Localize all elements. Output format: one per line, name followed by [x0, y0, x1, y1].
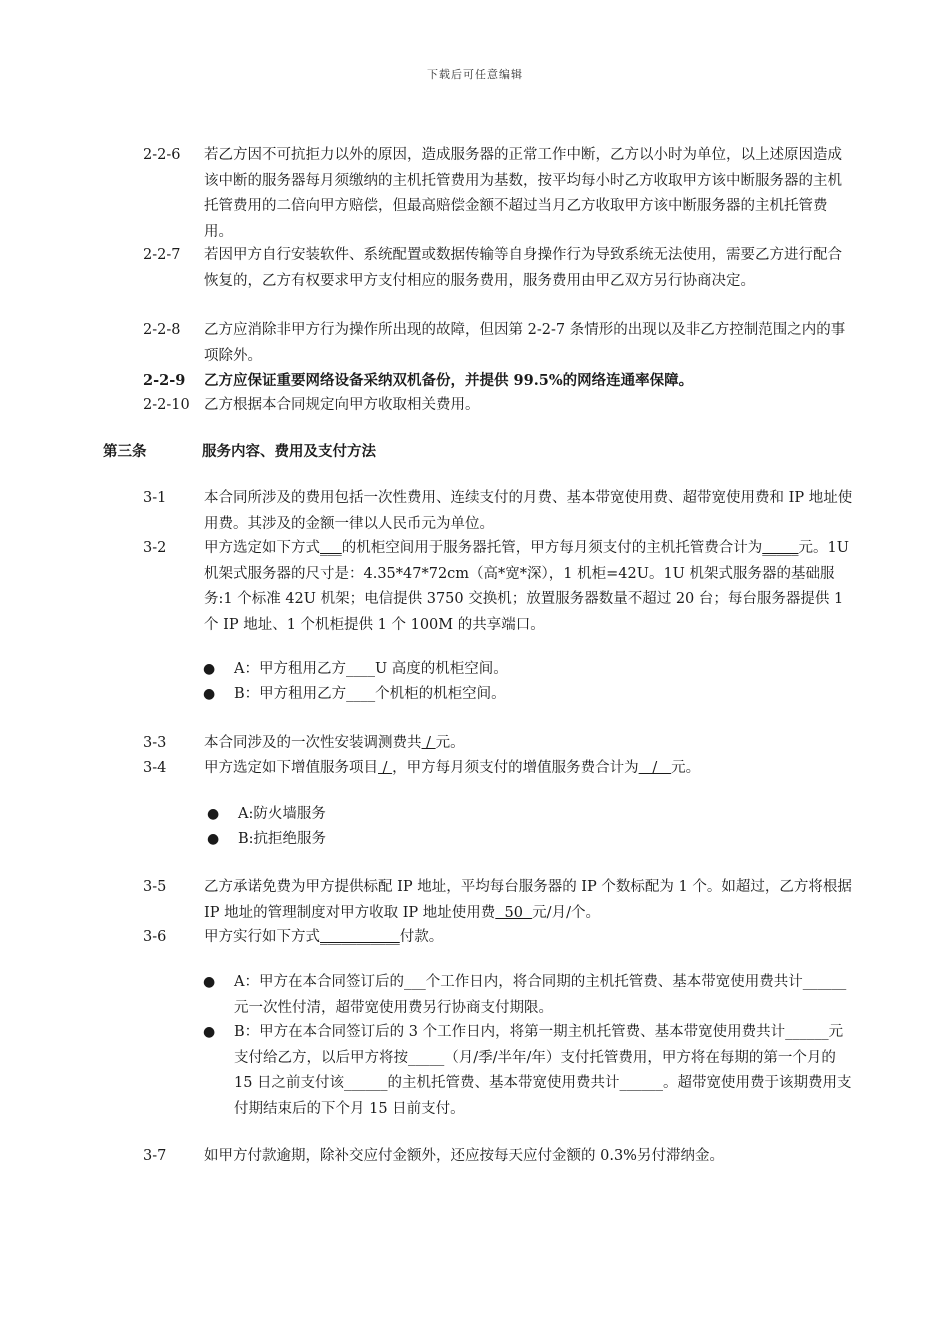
clause-text: 乙方根据本合同规定向甲方收取相关费用。	[204, 397, 480, 413]
clause-text: 乙方应消除非甲方行为操作所出现的故障，但因第 2-2-7 条情形的出现以及非乙方控制范围之内的事项除外。	[204, 322, 846, 364]
clause-number: 3-1	[143, 490, 167, 506]
text-segment: ，甲方每月须支付的增值服务费合计为	[392, 760, 639, 776]
bullet-icon: ●	[203, 661, 216, 677]
blank-field: _____	[762, 540, 799, 556]
blank-field: /	[378, 760, 393, 776]
bullet-text: A:防火墙服务	[238, 806, 326, 822]
clause-number: 3-6	[143, 929, 167, 945]
text-segment: 甲方选定如下方式	[204, 540, 320, 556]
text-segment: 甲方实行如下方式	[204, 929, 320, 945]
blank-field: ___	[320, 540, 342, 556]
clause-text	[204, 875, 859, 926]
clause-number: 3-7	[143, 1148, 167, 1164]
clause-text	[204, 756, 854, 782]
text-segment: 乙方承诺免费为甲方提供标配 IP 地址，平均每台服务器的 IP 个数标配为 1 个。如超过，乙方将根据 IP 地址的管理制度对甲方收取 IP 地址使用费	[204, 879, 852, 921]
clause-number: 3-2	[143, 540, 167, 556]
bullet-icon: ●	[207, 806, 220, 822]
clause-text: 本合同所涉及的费用包括一次性费用、连续支付的月费、基本带宽使用费、超带宽使用费和 IP 地址使用费。其涉及的金额一律以人民币元为单位。	[204, 490, 853, 532]
text-segment: 元。1U 机架式服务器的尺寸是：4.35*47*72cm（高*宽*深），1 机柜=42U。1U 机架式服务器的基础服务:1 个标准 42U 机架；电信提供 3750 交换机；放置服务器数量不超过 20 台；每台服务器提供 1 个 IP 地址、1 个机柜提供 1 个 100M 的共享端口。	[204, 540, 849, 633]
blank-field: /	[638, 760, 672, 776]
text-segment: 本合同涉及的一次性安装调测费共	[204, 735, 422, 751]
clause-number: 3-4	[143, 760, 167, 776]
bullet-text: B：甲方在本合同签订后的 3 个工作日内，将第一期主机托管费、基本带宽使用费共计______元支付给乙方，以后甲方将按_____（月/季/半年/年）支付托管费用，甲方将在每期的第一个月的 15 日之前支付该______的主机托管费、基本带宽使用费共计______。超带宽使用费于该期费用支付期结束后的下个月 15 日前支付。	[234, 1024, 852, 1117]
blank-field: ___________	[320, 929, 400, 945]
text-segment: 元/月/个。	[532, 904, 600, 921]
clause-text: 若乙方因不可抗拒力以外的原因，造成服务器的正常工作中断，乙方以小时为单位，以上述原因造成该中断的服务器每月须缴纳的主机托管费用为基数，按平均每小时乙方收取甲方该中断服务器的主机托管费用的二倍向甲方赔偿，但最高赔偿金额不超过当月乙方收取甲方该中断服务器的主机托管费用。	[204, 147, 842, 240]
blank-field: 50	[495, 904, 533, 921]
section-label: 第三条	[103, 443, 147, 460]
bullet-text: A：甲方在本合同签订后的___个工作日内，将合同期的主机托管费、基本带宽使用费共计______元一次性付清，超带宽使用费另行协商支付期限。	[234, 974, 847, 1016]
bullet-icon: ●	[207, 831, 220, 847]
clause-number: 2-2-9	[143, 372, 186, 389]
blank-field: /	[421, 735, 436, 751]
clause-text	[204, 731, 854, 757]
text-segment: 的机柜空间用于服务器托管，甲方每月须支付的主机托管费合计为	[341, 540, 763, 556]
clause-number: 2-2-7	[143, 247, 181, 263]
text-segment: 元。	[435, 735, 465, 751]
bullet-icon: ●	[203, 686, 216, 702]
clause-text: 若因甲方自行安装软件、系统配置或数据传输等自身操作行为导致系统无法使用，需要乙方进行配合恢复的，乙方有权要求甲方支付相应的服务费用，服务费用由甲乙双方另行协商决定。	[204, 247, 842, 289]
text-segment: 元。	[671, 760, 701, 776]
clause-number: 2-2-6	[143, 147, 181, 163]
bullet-text: B:抗拒绝服务	[238, 831, 327, 847]
clause-number: 2-2-10	[143, 397, 190, 413]
text-segment: 付款。	[399, 929, 444, 945]
clause-number: 3-5	[143, 879, 167, 895]
page-header: 下载后可任意编辑	[427, 68, 523, 81]
clause-text	[204, 925, 854, 951]
clause-number: 3-3	[143, 735, 167, 751]
bullet-icon: ●	[203, 974, 216, 990]
clause-text	[204, 536, 854, 638]
clause-text: 如甲方付款逾期，除补交应付金额外，还应按每天应付金额的 0.3%另付滞纳金。	[204, 1148, 724, 1164]
bullet-text: A：甲方租用乙方____U 高度的机柜空间。	[234, 661, 508, 677]
text-segment: 甲方选定如下增值服务项目	[204, 760, 378, 776]
bullet-text: B：甲方租用乙方____个机柜的机柜空间。	[234, 686, 506, 702]
clause-text: 乙方应保证重要网络设备采纳双机备份，并提供 99.5%的网络连通率保障。	[204, 372, 694, 389]
bullet-icon: ●	[203, 1024, 216, 1040]
section-title: 服务内容、费用及支付方法	[202, 443, 376, 460]
clause-number: 2-2-8	[143, 322, 181, 338]
